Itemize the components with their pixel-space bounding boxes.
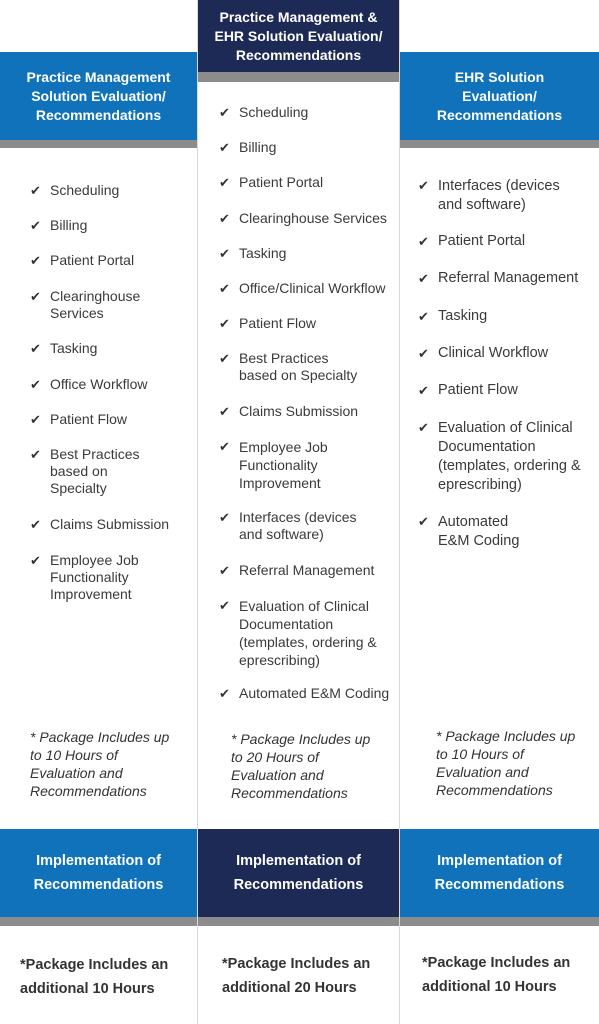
check-icon: ✔ — [219, 598, 230, 613]
package-note: * Package Includes up to 10 Hours of Evaluation and Recommendations — [30, 729, 170, 799]
column-pm-ehr — [197, 0, 400, 1024]
check-icon: ✔ — [30, 341, 41, 356]
check-icon: ✔ — [30, 377, 41, 392]
check-icon: ✔ — [219, 563, 230, 578]
package-note: * Package Includes up to 10 Hours of Evaluation and Recommendations — [436, 728, 576, 798]
column-title: Practice Management & EHR Solution Evaluation/ Recommendations — [214, 8, 383, 63]
check-icon: ✔ — [30, 218, 41, 233]
list-item: ✔ Patient Portal — [30, 252, 135, 268]
list-item: ✔ Patient Portal — [418, 233, 526, 249]
column-header — [0, 52, 197, 140]
list-item: ✔ Best Practices based on Specialty — [30, 446, 140, 496]
list-item: ✔ Employee Job Functionality Improvement — [30, 552, 139, 602]
list-item: ✔ Evaluation of Clinical Documentation (templates, ordering & eprescribing) — [418, 420, 581, 493]
divider — [0, 917, 197, 926]
check-icon: ✔ — [418, 514, 429, 529]
check-icon: ✔ — [219, 140, 230, 155]
check-icon: ✔ — [219, 175, 230, 190]
list-item: ✔ Automated E&M Coding — [219, 685, 390, 701]
column-title: Practice Management Solution Evaluation/ Recommendations — [26, 68, 171, 123]
check-icon: ✔ — [219, 404, 230, 419]
divider — [0, 140, 197, 148]
list-item: ✔ Patient Flow — [30, 411, 128, 427]
check-icon: ✔ — [30, 412, 41, 427]
list-item: ✔ Interfaces (devices and software) — [219, 509, 357, 542]
list-item: ✔ Evaluation of Clinical Documentation (templates, ordering & eprescribing) — [219, 598, 377, 668]
list-item: ✔ Clearinghouse Services — [30, 288, 141, 321]
check-icon: ✔ — [30, 447, 41, 462]
check-icon: ✔ — [219, 510, 230, 525]
additional-hours: *Package Includes an additional 10 Hours — [20, 957, 169, 997]
divider — [400, 140, 599, 148]
check-icon: ✔ — [30, 553, 41, 568]
list-item: ✔ Patient Flow — [219, 315, 317, 331]
additional-hours: *Package Includes an additional 20 Hours — [222, 956, 371, 996]
check-icon: ✔ — [219, 439, 230, 454]
check-icon: ✔ — [418, 234, 429, 249]
additional-hours: *Package Includes an additional 10 Hours — [422, 955, 571, 995]
check-icon: ✔ — [219, 686, 230, 701]
check-icon: ✔ — [219, 211, 230, 226]
check-icon: ✔ — [30, 253, 41, 268]
list-item: ✔ Billing — [219, 139, 277, 155]
package-note: * Package Includes up to 20 Hours of Evaluation and Recommendations — [231, 731, 371, 801]
check-icon: ✔ — [30, 289, 41, 304]
column-practice-management — [0, 0, 197, 1024]
check-icon: ✔ — [219, 105, 230, 120]
column-header — [400, 52, 599, 140]
column-header — [198, 0, 399, 72]
list-item: ✔ Referral Management — [418, 270, 579, 286]
check-icon: ✔ — [418, 383, 429, 398]
check-icon: ✔ — [418, 178, 429, 193]
check-icon: ✔ — [418, 271, 429, 286]
list-item: ✔ Claims Submission — [30, 516, 170, 532]
divider — [198, 72, 399, 82]
check-icon: ✔ — [219, 246, 230, 261]
list-item: ✔ Employee Job Functionality Improvement — [219, 439, 328, 491]
list-item: ✔ Patient Portal — [219, 174, 324, 190]
list-item: ✔ Office/Clinical Workflow — [219, 280, 386, 296]
implementation-header: Implementation of Recommendations — [400, 829, 599, 917]
check-icon: ✔ — [418, 346, 429, 361]
list-item: ✔ Best Practices based on Specialty — [219, 350, 358, 383]
check-icon: ✔ — [219, 351, 230, 366]
list-item: ✔ Tasking — [30, 340, 98, 356]
implementation-header: Implementation of Recommendations — [0, 829, 197, 917]
check-icon: ✔ — [30, 183, 41, 198]
divider — [400, 917, 599, 926]
list-item: ✔ Automated E&M Coding — [418, 514, 520, 549]
column-title: EHR Solution Evaluation/ Recommendations — [436, 68, 563, 123]
check-icon: ✔ — [219, 316, 230, 331]
list-item: ✔ Scheduling — [219, 104, 309, 120]
list-item: ✔ Clinical Workflow — [418, 345, 549, 361]
check-icon: ✔ — [418, 309, 429, 324]
implementation-header: Implementation of Recommendations — [198, 829, 399, 917]
check-icon: ✔ — [219, 281, 230, 296]
list-item: ✔ Clearinghouse Services — [219, 210, 387, 226]
list-item: ✔ Billing — [30, 217, 88, 233]
list-item: ✔ Patient Flow — [418, 382, 518, 398]
list-item: ✔ Interfaces (devices and software) — [418, 178, 560, 213]
check-icon: ✔ — [418, 420, 429, 435]
check-icon: ✔ — [30, 517, 41, 532]
list-item: ✔ Scheduling — [30, 182, 120, 198]
column-ehr — [400, 0, 599, 1024]
list-item: ✔ Claims Submission — [219, 403, 359, 419]
list-item: ✔ Tasking — [418, 308, 488, 324]
list-item: ✔ Office Workflow — [30, 376, 148, 392]
list-item: ✔ Referral Management — [219, 562, 375, 578]
list-item: ✔ Tasking — [219, 245, 287, 261]
divider — [198, 917, 399, 926]
